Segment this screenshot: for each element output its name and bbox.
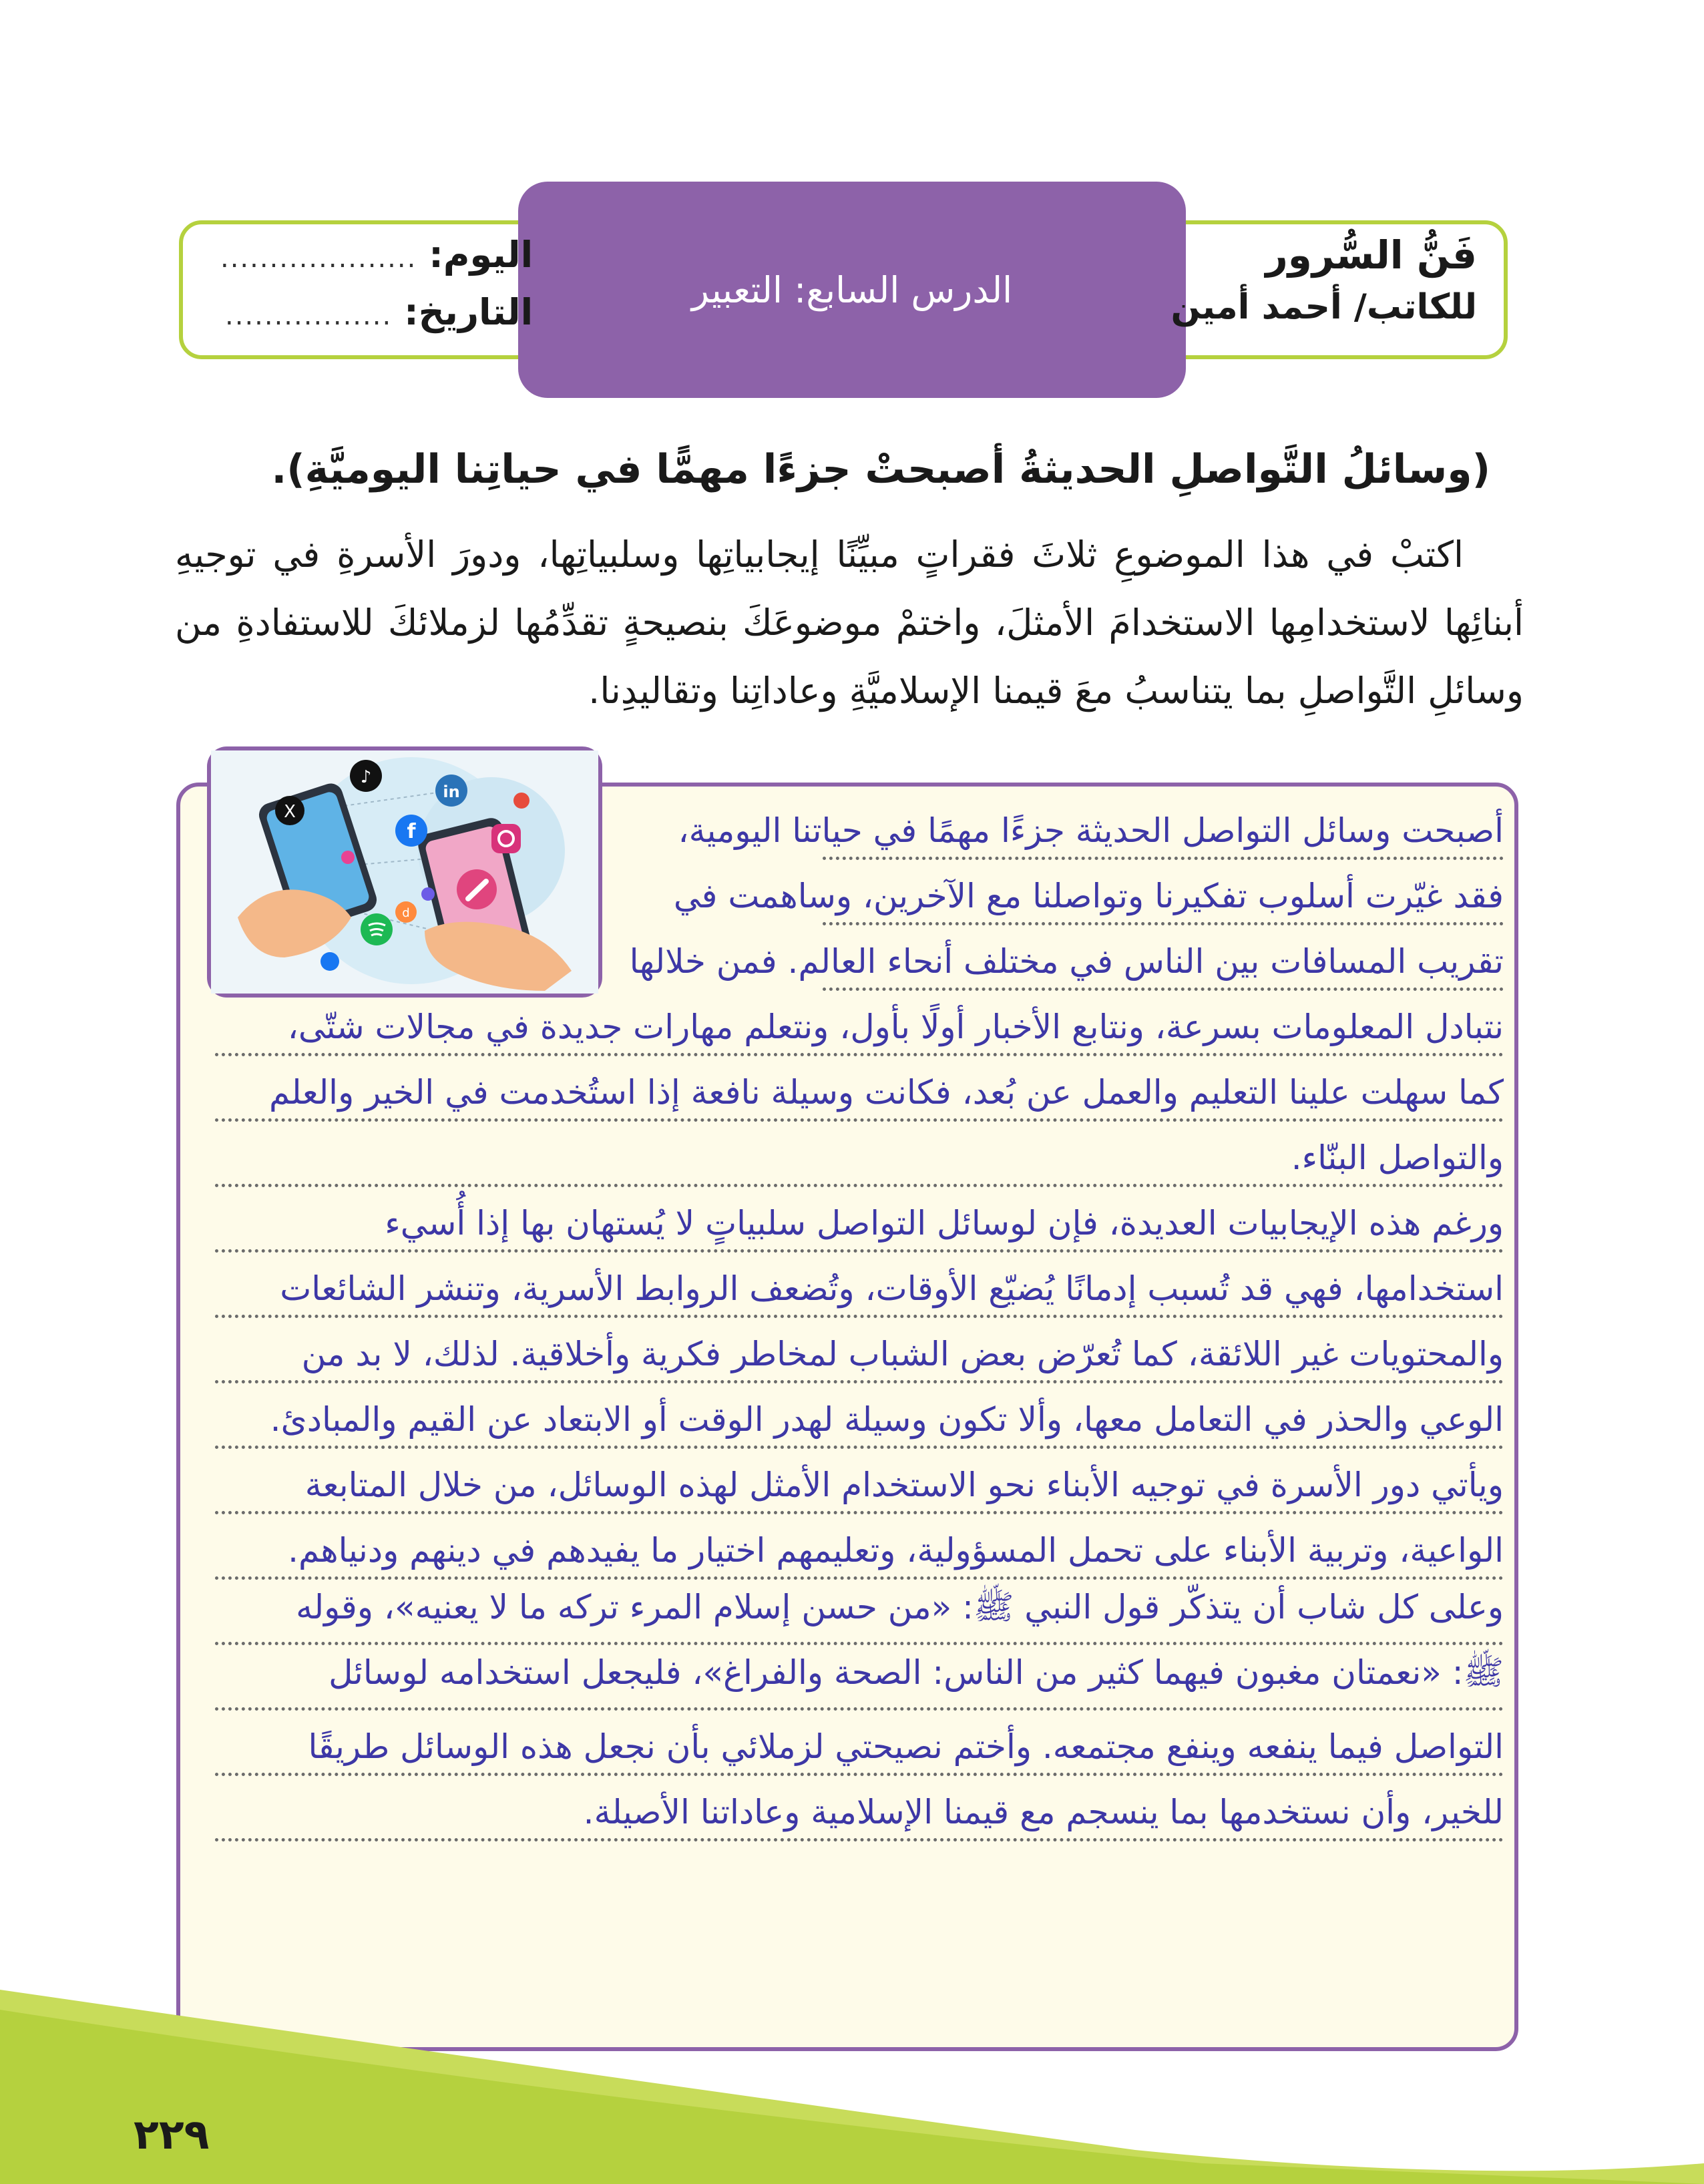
answer-line[interactable]: استخدامها، فهي قد تُسبب إدمانًا يُضيّع الأوقات، وتُضعف الروابط الأسرية، وتنشر الشائعات — [215, 1253, 1504, 1318]
svg-text:in: in — [443, 783, 460, 801]
svg-text:♪: ♪ — [360, 767, 372, 787]
answer-line[interactable]: وعلى كل شاب أن يتذكّر قول النبي ﷺ: «من حسن إسلام المرء تركه ما لا يعنيه»، وقوله — [215, 1580, 1504, 1645]
answer-line[interactable]: والمحتويات غير اللائقة، كما تُعرّض بعض الشباب لمخاطر فكرية وأخلاقية. لذلك، لا بد من — [215, 1318, 1504, 1383]
lesson-title-banner — [518, 182, 1186, 398]
date-field[interactable]: ................. — [225, 300, 393, 331]
essay-topic: (وسائلُ التَّواصلِ الحديثةُ أصبحتْ جزءًا مهمًّا في حياتِنا اليوميَّةِ). — [271, 446, 1490, 493]
answer-line[interactable]: الوعي والحذر في التعامل معها، وألا تكون وسيلة لهدر الوقت أو الابتعاد عن القيم والمبادئ. — [215, 1383, 1504, 1449]
page-number: ٢٢٩ — [134, 2110, 210, 2159]
day-row — [220, 234, 533, 291]
answer-line[interactable]: التواصل فيما ينفعه وينفع مجتمعه. وأختم نصيحتي لزملائي بأن نجعل هذه الوسائل طريقًا — [215, 1711, 1504, 1776]
day-label: اليوم: — [429, 234, 534, 276]
footer-decoration — [0, 1990, 1704, 2184]
answer-line[interactable]: والتواصل البنّاء. — [215, 1122, 1504, 1187]
answer-line[interactable]: كما سهلت علينا التعليم والعمل عن بُعد، فكانت وسيلة نافعة إذا استُخدمت في الخير والعلم — [215, 1056, 1504, 1122]
author-name: للكاتب/ أحمد أمين — [1170, 287, 1477, 327]
answer-line[interactable]: الواعية، وتربية الأبناء على تحمل المسؤولية، وتعليمهم اختيار ما يفيدهم في دينهم ودنياهم. — [215, 1514, 1504, 1580]
answer-line[interactable]: ﷺ: «نعمتان مغبون فيهما كثير من الناس: الصحة والفراغ»، فليجعل استخدامه لوسائل — [215, 1645, 1504, 1711]
answer-line[interactable]: تقريب المسافات بين الناس في مختلف أنحاء العالم. فمن خلالها — [823, 925, 1504, 991]
lesson-title: الدرس السابع: التعبير — [691, 268, 1013, 311]
svg-text:X: X — [284, 802, 296, 822]
lesson-name: فَنُّ السُّرور — [1265, 232, 1477, 278]
answer-line[interactable]: فقد غيّرت أسلوب تفكيرنا وتواصلنا مع الآخرين، وساهمت في — [823, 860, 1504, 925]
date-fields — [220, 234, 533, 349]
answer-line[interactable]: أصبحت وسائل التواصل الحديثة جزءًا مهمًا في حياتنا اليومية، — [823, 795, 1504, 860]
answer-line[interactable]: للخير، وأن نستخدمها بما ينسجم مع قيمنا الإسلامية وعاداتنا الأصيلة. — [215, 1776, 1504, 1841]
answer-line[interactable]: ويأتي دور الأسرة في توجيه الأبناء نحو الاستخدام الأمثل لهذه الوسائل، من خلال المتابعة — [215, 1449, 1504, 1514]
date-label: التاريخ: — [404, 291, 534, 333]
instructions-text: اكتبْ في هذا الموضوعِ ثلاثَ فقراتٍ مبيِّنًا إيجابياتِها وسلبياتِها، ودورَ الأسرةِ في توجيهِ أبنائِها لاستخدامِها الاستخدامَ الأمثلَ، واختمْ موضوعَكَ بنصيحةٍ تقدِّمُها لزملائكَ للاستفادةِ من وسائلِ التَّواصلِ بما يتناسبُ معَ قيمنا الإسلاميَّةِ وعاداتِنا وتقاليدِنا. — [175, 533, 1524, 712]
essay-instructions — [175, 521, 1524, 725]
answer-line[interactable]: نتبادل المعلومات بسرعة، ونتابع الأخبار أولًا بأول، ونتعلم مهارات جديدة في مجالات شتّى، — [215, 991, 1504, 1056]
answer-line[interactable]: ورغم هذه الإيجابيات العديدة، فإن لوسائل التواصل سلبياتٍ لا يُستهان بها إذا أُسيء — [215, 1187, 1504, 1253]
answer-lines[interactable] — [215, 795, 1504, 1841]
date-row — [220, 291, 533, 349]
svg-text:f: f — [407, 820, 416, 843]
lesson-info — [1170, 232, 1477, 327]
svg-text:d: d — [402, 906, 410, 920]
day-field[interactable]: .................... — [220, 243, 417, 274]
